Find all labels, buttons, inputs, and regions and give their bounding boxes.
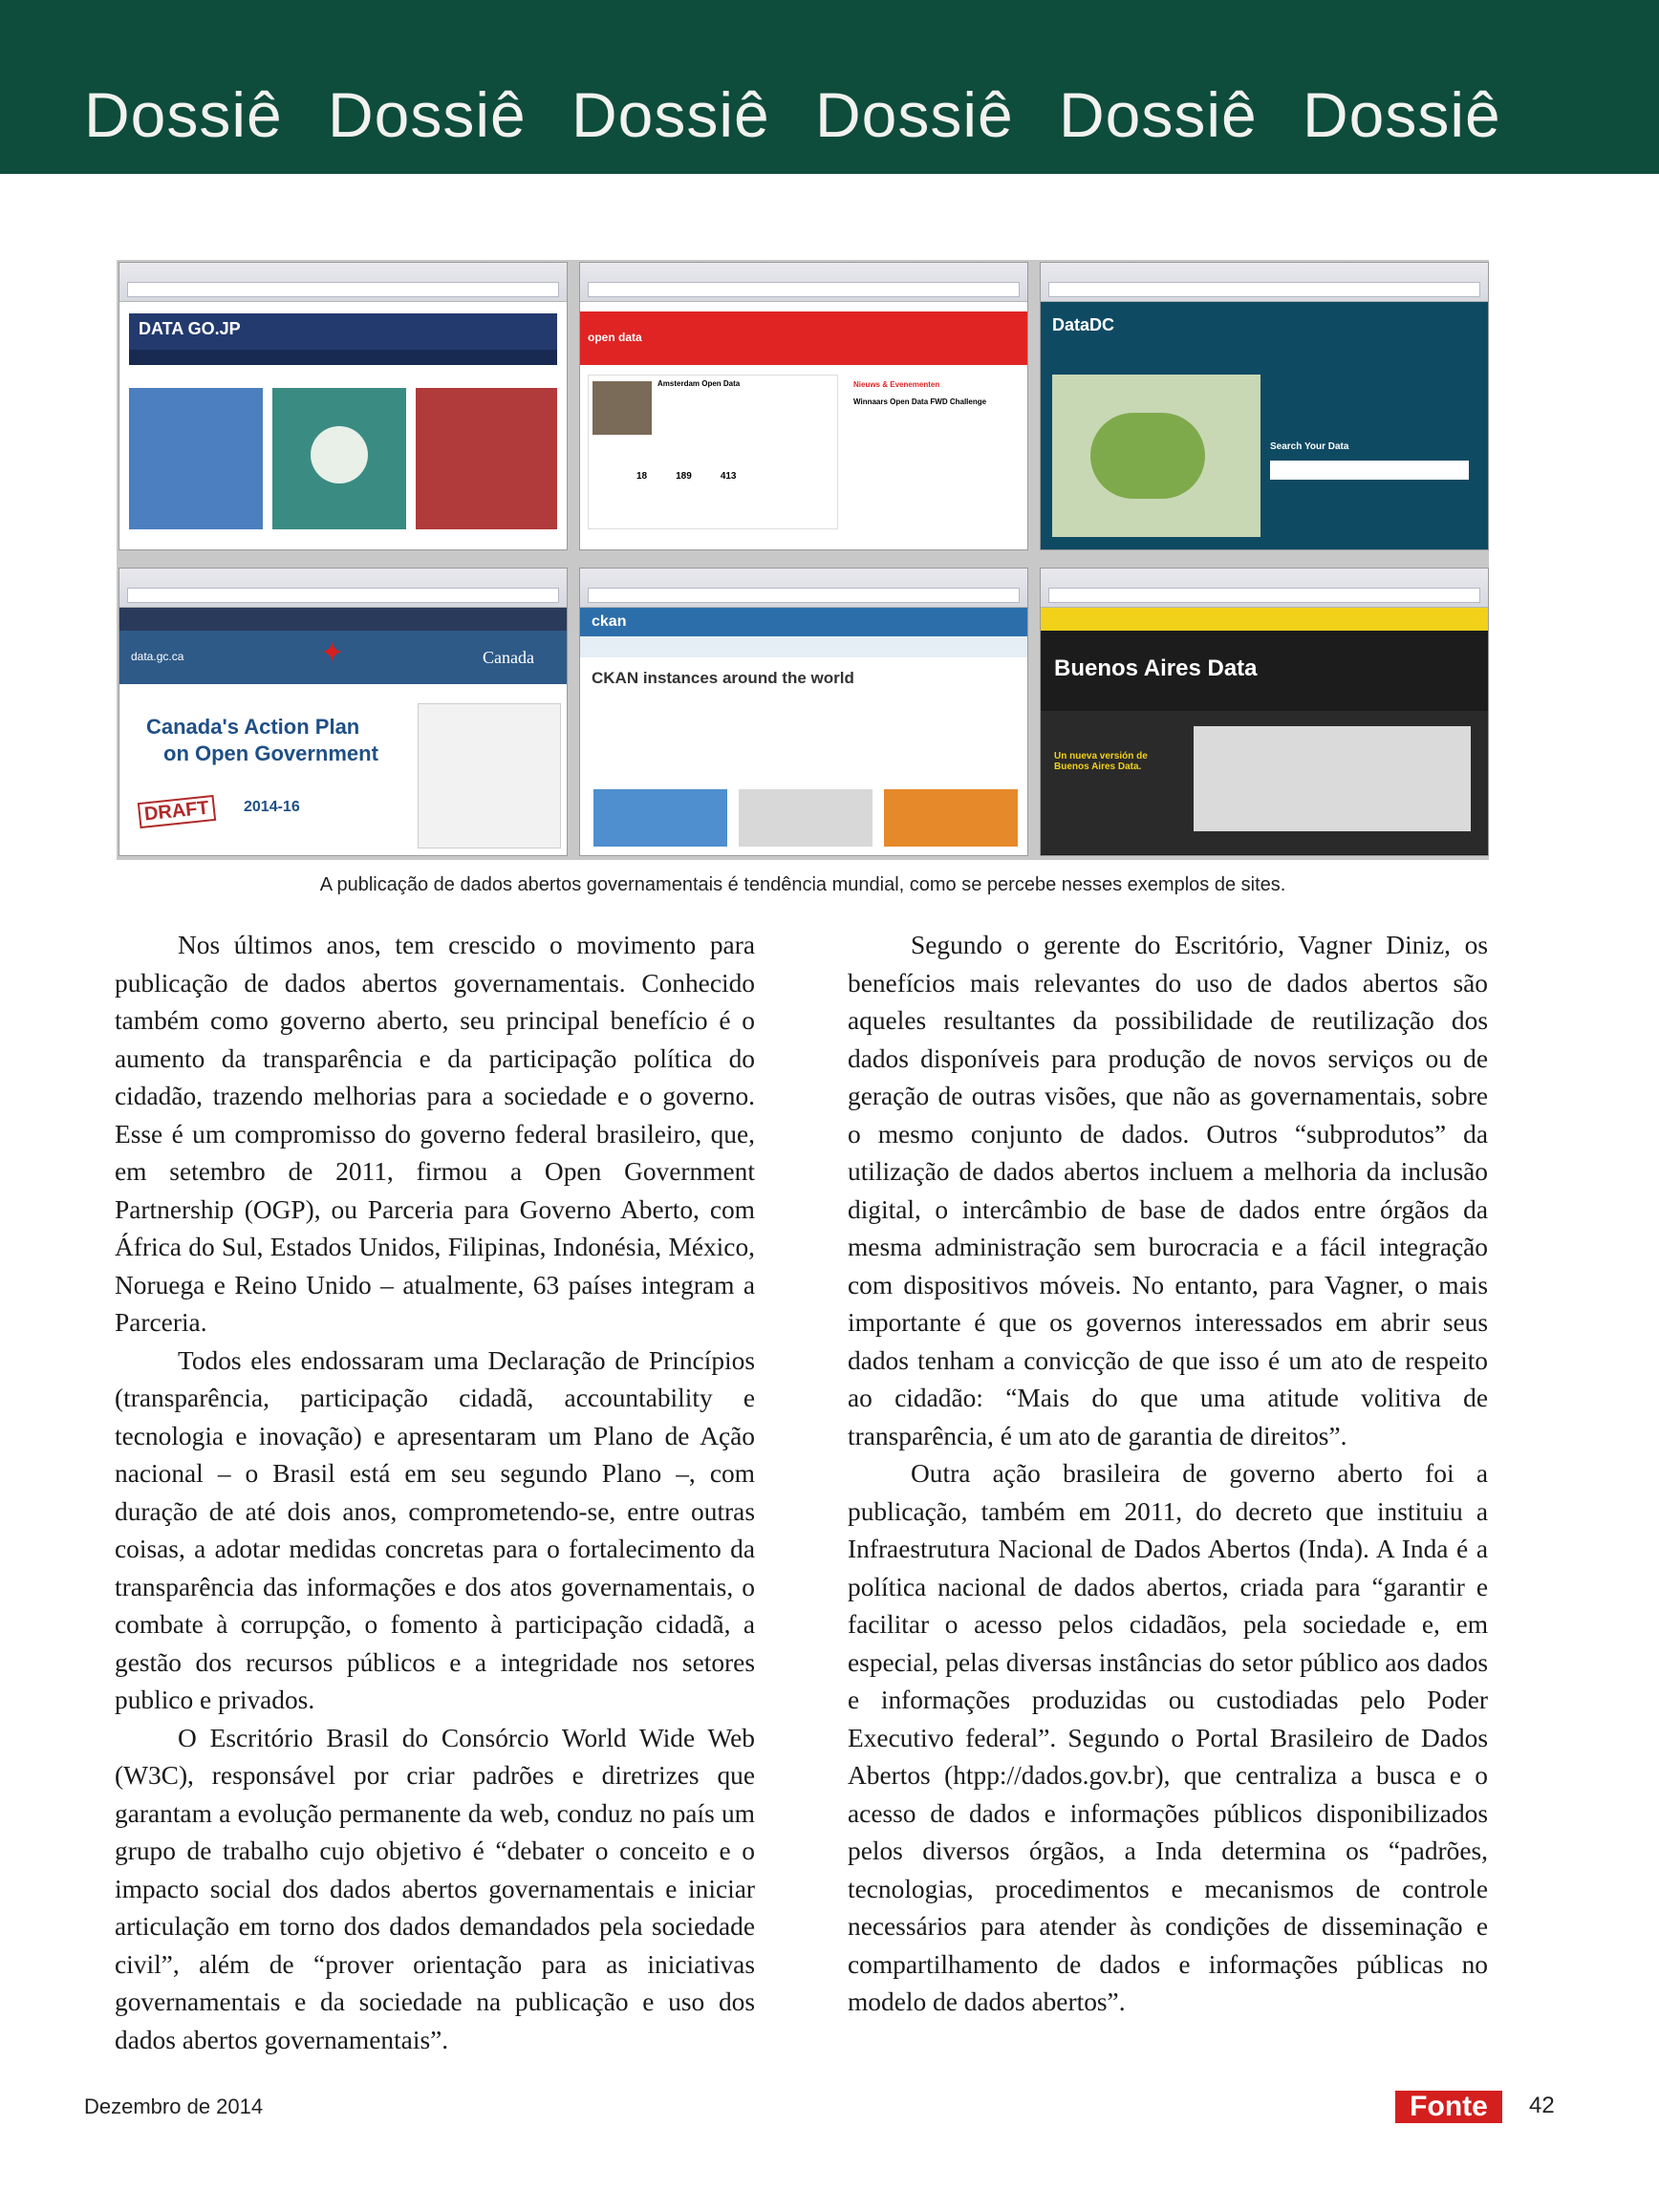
screenshot-data-go-jp bbox=[118, 262, 568, 550]
paragraph: Outra ação brasileira de governo aberto foi a publicação, também em 2011, do decreto que instituiu a Infraestrutura Nacional de Dados Abertos (Inda). A Inda é a política nacional de dados abertos, criada para “garantir e facilitar o acesso pelos cidadãos, pela sociedade e, em especial, pelas diversas instâncias do setor público aos dados e informações produzidas ou custodiadas pelo Poder Executivo federal”. Segundo o Portal Brasileiro de Dados Abertos (htpp://dados.gov.br), que centraliza a busca e o acesso de dados e informações públicos disponibilizados pelos diversos órgãos, a Inda determina os “padrões, tecnologias, procedimentos e mecanismos de controle necessários para atender às condições de disseminação e compartilhamento de dados e informações públicas no modelo de dados abertos”. bbox=[848, 1459, 1488, 2016]
screenshot-ckan bbox=[579, 568, 1028, 856]
site-name: data.gc.ca bbox=[131, 650, 184, 663]
site-brand: Canada bbox=[483, 648, 534, 667]
paragraph: Nos últimos anos, tem crescido o movimento para publicação de dados abertos governamentais. Conhecido também como governo aberto, seu principal benefício é o aumento da transparência e da participação política do cidadão, trazendo melhorias para a sociedade e o governo. Esse é um compromisso do governo federal brasileiro, que, em setembro de 2011, firmou a Open Government Partnership (OGP), ou Parceria para Governo Aberto, com África do Sul, Estados Unidos, Filipinas, Indonésia, México, Noruega e Reino Unido – atualmente, 63 países integram a Parceria. bbox=[115, 931, 755, 1337]
box-title: Amsterdam Open Data bbox=[657, 379, 741, 388]
site-header bbox=[580, 311, 1027, 365]
site-logo: DataDC bbox=[1052, 315, 1115, 334]
plan-title-2: on Open Government bbox=[163, 741, 378, 765]
paragraph: O Escritório Brasil do Consórcio World Wide Web (W3C), responsável por criar padrões e diretrizes que garantam a evolução permanente da web, conduz no país um grupo de trabalho cujo objetivo é “debater o conceito e o impacto social dos dados abertos governamentais e iniciar articulação em torno dos dados demandados pela sociedade civil”, além de “prover orientação para as iniciativas governamentais e da sociedade na publicação e uso dos dados abertos governamentais”. bbox=[115, 1723, 755, 2054]
draft-stamp: DRAFT bbox=[138, 795, 216, 828]
site-logo: open data bbox=[588, 331, 642, 344]
plan-title-1: Canada's Action Plan bbox=[146, 715, 360, 739]
screenshot-datadc bbox=[1040, 262, 1489, 550]
ckan-headline: CKAN instances around the world bbox=[592, 669, 854, 687]
banner-word: Dossiê bbox=[815, 79, 1014, 150]
site-header bbox=[580, 608, 1027, 636]
fonte-logo: Fonte bbox=[1393, 2089, 1504, 2125]
maple-leaf-icon: ✦ bbox=[320, 637, 345, 669]
search-title: Search Your Data bbox=[1270, 441, 1349, 452]
screenshot-canada bbox=[118, 568, 568, 856]
paragraph: Todos eles endossaram uma Declaração de Princípios (transparência, participação cidadã, accountability e tecnologia e inovação) e apresentaram um Plano de Ação nacional – o Brasil está em seu segundo Plano –, com duração de até dois anos, comprometendo-se, entre outras coisas, a adotar medidas concretas para o fortalecimento da transparência das informações e dos atos governamentais, o combate à corrupção, o fomento à participação cidadã, a gestão dos recursos públicos e a integridade nos setores publico e privados. bbox=[115, 1345, 755, 1714]
browser-chrome bbox=[1041, 263, 1488, 302]
browser-chrome bbox=[1041, 569, 1488, 608]
stat: 413 bbox=[720, 471, 737, 482]
banner-word: Dossiê bbox=[1059, 79, 1258, 150]
banner-word: Dossiê bbox=[1303, 79, 1501, 150]
page-number: 42 bbox=[1529, 2093, 1555, 2118]
article-column-left bbox=[115, 927, 755, 2059]
stat: 18 bbox=[636, 471, 648, 482]
screenshots-collage bbox=[117, 260, 1489, 860]
browser-chrome bbox=[580, 569, 1027, 608]
screenshot-amsterdam bbox=[579, 262, 1028, 550]
browser-chrome bbox=[119, 569, 567, 608]
dossie-banner bbox=[0, 0, 1659, 174]
tile bbox=[416, 388, 557, 529]
banner-word: Dossiê bbox=[328, 79, 527, 150]
tile bbox=[272, 388, 406, 529]
stat: 189 bbox=[676, 471, 692, 482]
figure-caption: A publicação de dados abertos governamentais é tendência mundial, como se percebe nesses exemplos de sites. bbox=[319, 874, 1286, 895]
site-logo: ckan bbox=[592, 613, 627, 630]
site-header bbox=[119, 631, 567, 684]
promo-text: Un nueva versión de Buenos Aires Data. bbox=[1054, 751, 1148, 772]
screenshot-buenos-aires bbox=[1040, 568, 1489, 856]
banner-word: Dossiê bbox=[571, 79, 770, 150]
side-title: Nieuws & Evenementen bbox=[853, 380, 940, 389]
article-column-right bbox=[848, 927, 1488, 2022]
browser-chrome bbox=[119, 263, 567, 302]
site-logo: DATA GO.JP bbox=[139, 319, 241, 338]
map-image bbox=[1052, 375, 1260, 537]
issue-date: Dezembro de 2014 bbox=[84, 2094, 264, 2118]
site-title: Buenos Aires Data bbox=[1054, 655, 1258, 681]
tile bbox=[129, 388, 263, 529]
banner-words bbox=[84, 78, 1546, 151]
browser-chrome bbox=[580, 263, 1027, 302]
side-subtitle: Winnaars Open Data FWD Challenge bbox=[853, 397, 987, 406]
plan-years: 2014-16 bbox=[244, 799, 300, 815]
site-header bbox=[129, 313, 557, 365]
search-input bbox=[1270, 461, 1469, 480]
banner-word: Dossiê bbox=[84, 79, 283, 150]
paragraph: Segundo o gerente do Escritório, Vagner Diniz, os benefícios mais relevantes do uso de dados abertos são aqueles resultantes da possibilidade de reutilização dos dados disponíveis para produção de novos serviços ou de geração de outras visões, que não as governamentais, sobre o mesmo conjunto de dados. Outros “subprodutos” da utilização de dados abertos incluem a melhoria da inclusão digital, o intercâmbio de base de dados entre órgãos da mesma administração sem burocracia e a fácil integração com dispositivos móveis. No entanto, para Vagner, o mais importante é que os governos interessados em abrir seus dados tenham a convicção de que isso é um ato de respeito ao cidadão: “Mais do que uma atitude volitiva de transparência, é um ato de garantia de direitos”. bbox=[848, 931, 1488, 1450]
